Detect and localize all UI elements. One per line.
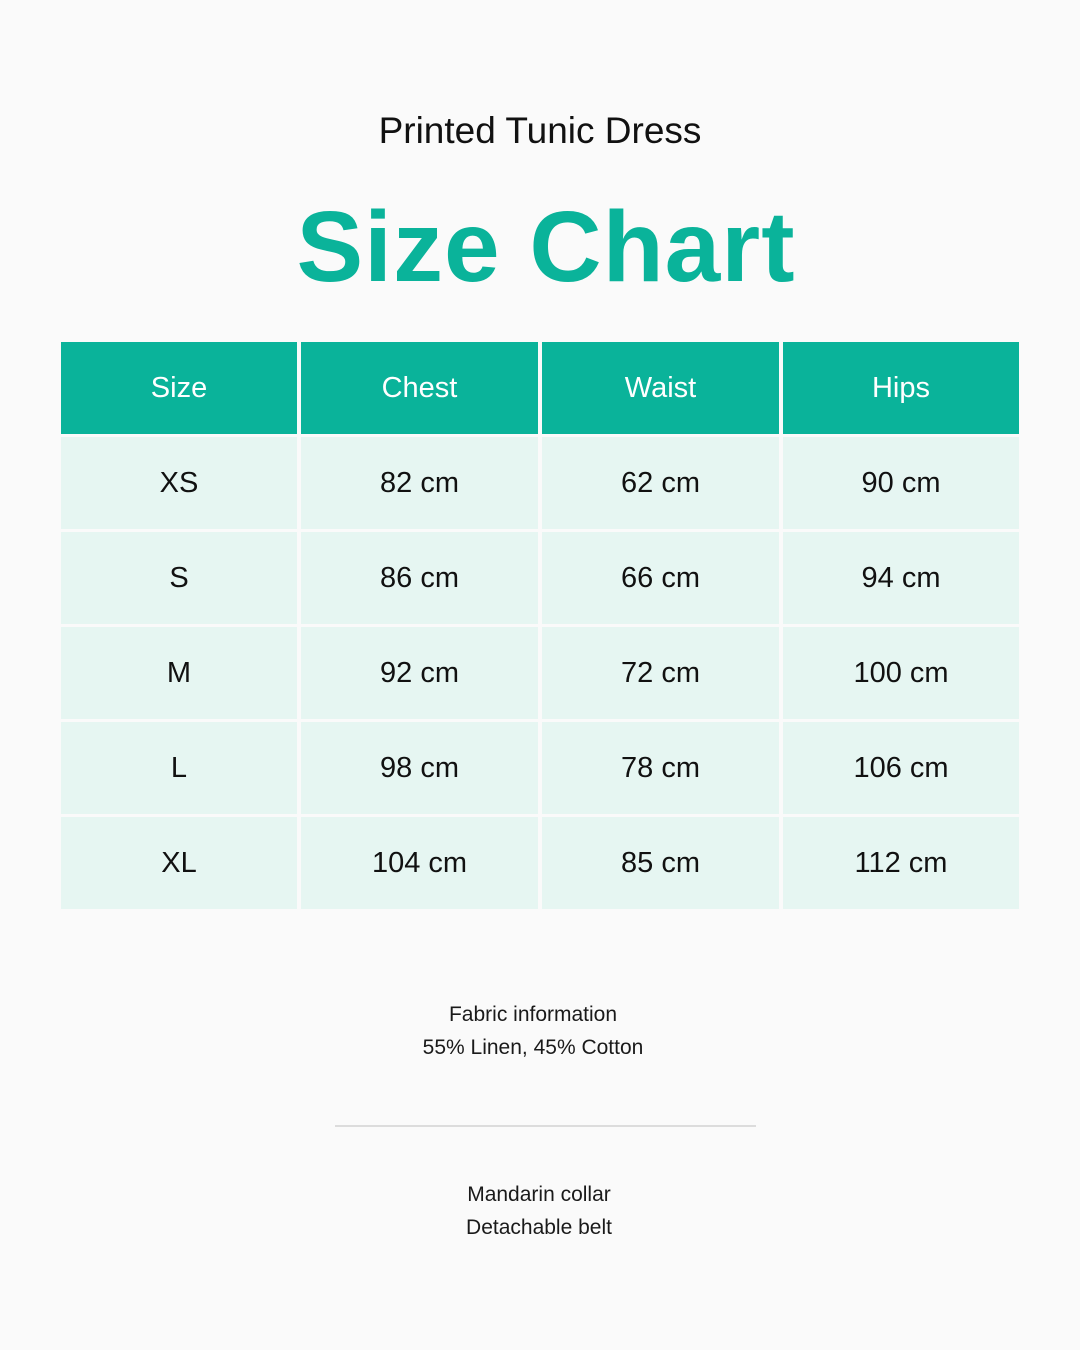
table-cell-size: S [61,532,297,624]
table-cell-waist: 72 cm [542,627,779,719]
table-cell-chest: 86 cm [301,532,538,624]
fabric-composition: 55% Linen, 45% Cotton [422,1036,644,1059]
table-cell-waist: 85 cm [542,817,779,909]
fabric-label: Fabric information [448,1003,618,1026]
section-divider [335,1125,756,1127]
table-cell-chest: 92 cm [301,627,538,719]
fabric-info [0,998,1066,1064]
table-cell-hips: 100 cm [783,627,1019,719]
feature-list [0,1178,1078,1244]
table-cell-hips: 112 cm [783,817,1019,909]
column-header-size: Size [61,342,297,434]
column-header-hips: Hips [783,342,1019,434]
page-title: Size Chart [296,191,796,303]
table-cell-size: XL [61,817,297,909]
table-cell-size: XS [61,437,297,529]
table-cell-hips: 106 cm [783,722,1019,814]
table-cell-chest: 104 cm [301,817,538,909]
table-cell-waist: 78 cm [542,722,779,814]
column-header-waist: Waist [542,342,779,434]
table-cell-size: M [61,627,297,719]
table-cell-chest: 98 cm [301,722,538,814]
product-name: Printed Tunic Dress [378,110,702,151]
table-cell-hips: 94 cm [783,532,1019,624]
size-chart-table [61,342,1019,909]
table-cell-size: L [61,722,297,814]
table-cell-waist: 66 cm [542,532,779,624]
table-cell-waist: 62 cm [542,437,779,529]
column-header-chest: Chest [301,342,538,434]
feature-item: Mandarin collar [467,1183,611,1206]
table-cell-chest: 82 cm [301,437,538,529]
table-cell-hips: 90 cm [783,437,1019,529]
feature-item: Detachable belt [466,1216,612,1239]
